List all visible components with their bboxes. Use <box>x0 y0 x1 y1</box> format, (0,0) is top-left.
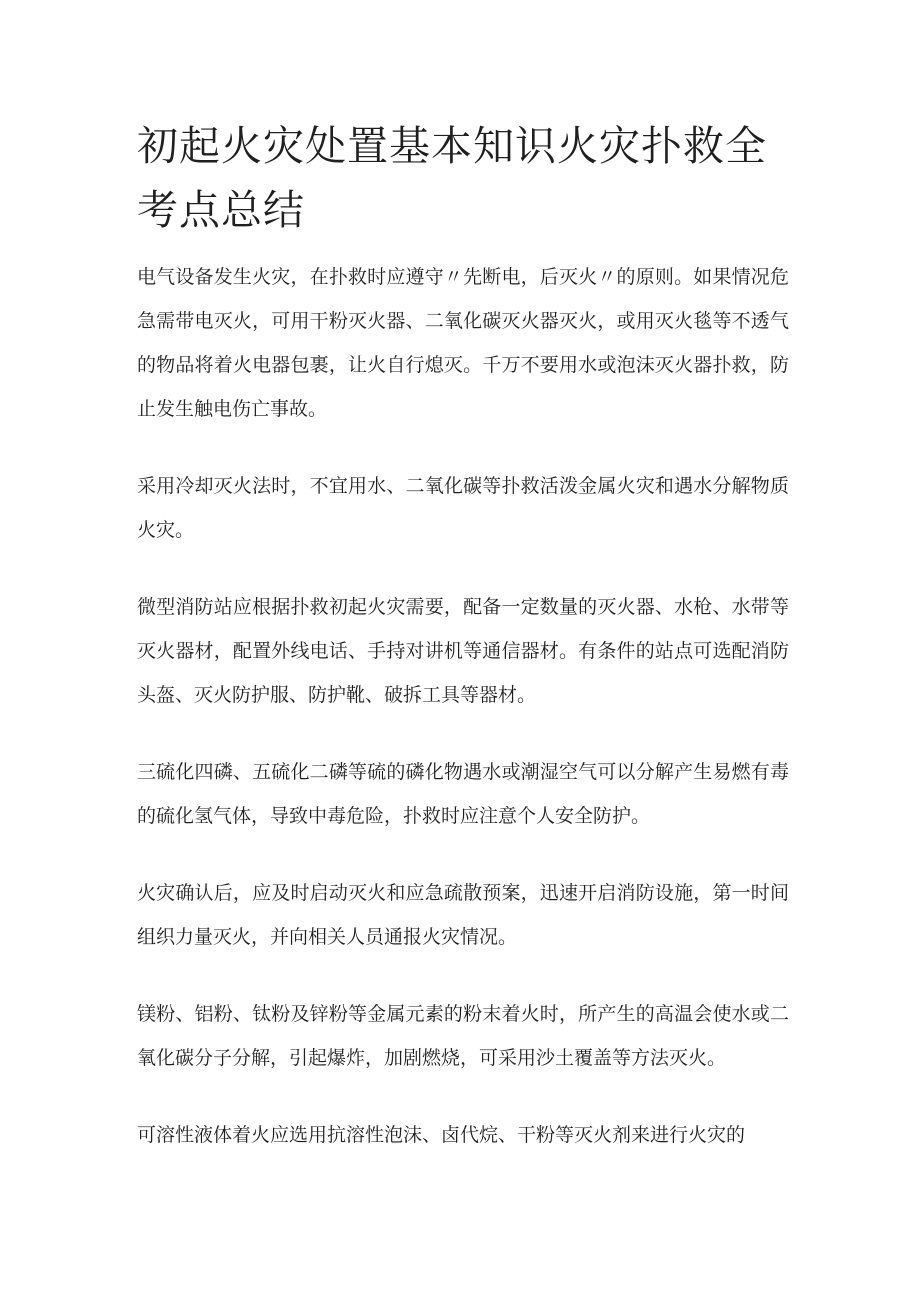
paragraph: 电气设备发生火灾，在扑救时应遵守〃先断电，后灭火〃的原则。如果情况危急需带电灭火，可用干粉灭火器、二氧化碳灭火器灭火，或用灭火毯等不透气的物品将着火电器包裹，让火自行熄灭。千万不要用水或泡沫灭火器扑救，防止发生触电伤亡事故。 <box>137 266 789 420</box>
document-body <box>137 255 789 1190</box>
paragraph: 采用冷却灭火法时，不宜用水、二氧化碳等扑救活泼金属火灾和遇水分解物质火灾。 <box>137 475 789 541</box>
paragraph: 微型消防站应根据扑救初起火灾需要，配备一定数量的灭火器、水枪、水带等灭火器材，配置外线电话、手持对讲机等通信器材。有条件的站点可选配消防头盔、灭火防护服、防护靴、破拆工具等器材。 <box>137 596 789 706</box>
paragraph: 可溶性液体着火应选用抗溶性泡沫、卤代烷、干粉等灭火剂来进行火灾的 <box>137 1124 746 1146</box>
paragraph: 镁粉、铝粉、钛粉及锌粉等金属元素的粉末着火时，所产生的高温会使水或二氧化碳分子分解，引起爆炸，加剧燃烧，可采用沙土覆盖等方法灭火。 <box>137 1003 789 1069</box>
document-title: 初起火灾处置基本知识火灾扑救全考点总结 <box>137 122 767 234</box>
paragraph: 三硫化四磷、五硫化二磷等硫的磷化物遇水或潮湿空气可以分解产生易燃有毒的硫化氢气体，导致中毒危险，扑救时应注意个人安全防护。 <box>137 761 789 827</box>
paragraph: 火灾确认后，应及时启动灭火和应急疏散预案，迅速开启消防设施，第一时间组织力量灭火，并向相关人员通报火灾情况。 <box>137 882 789 948</box>
